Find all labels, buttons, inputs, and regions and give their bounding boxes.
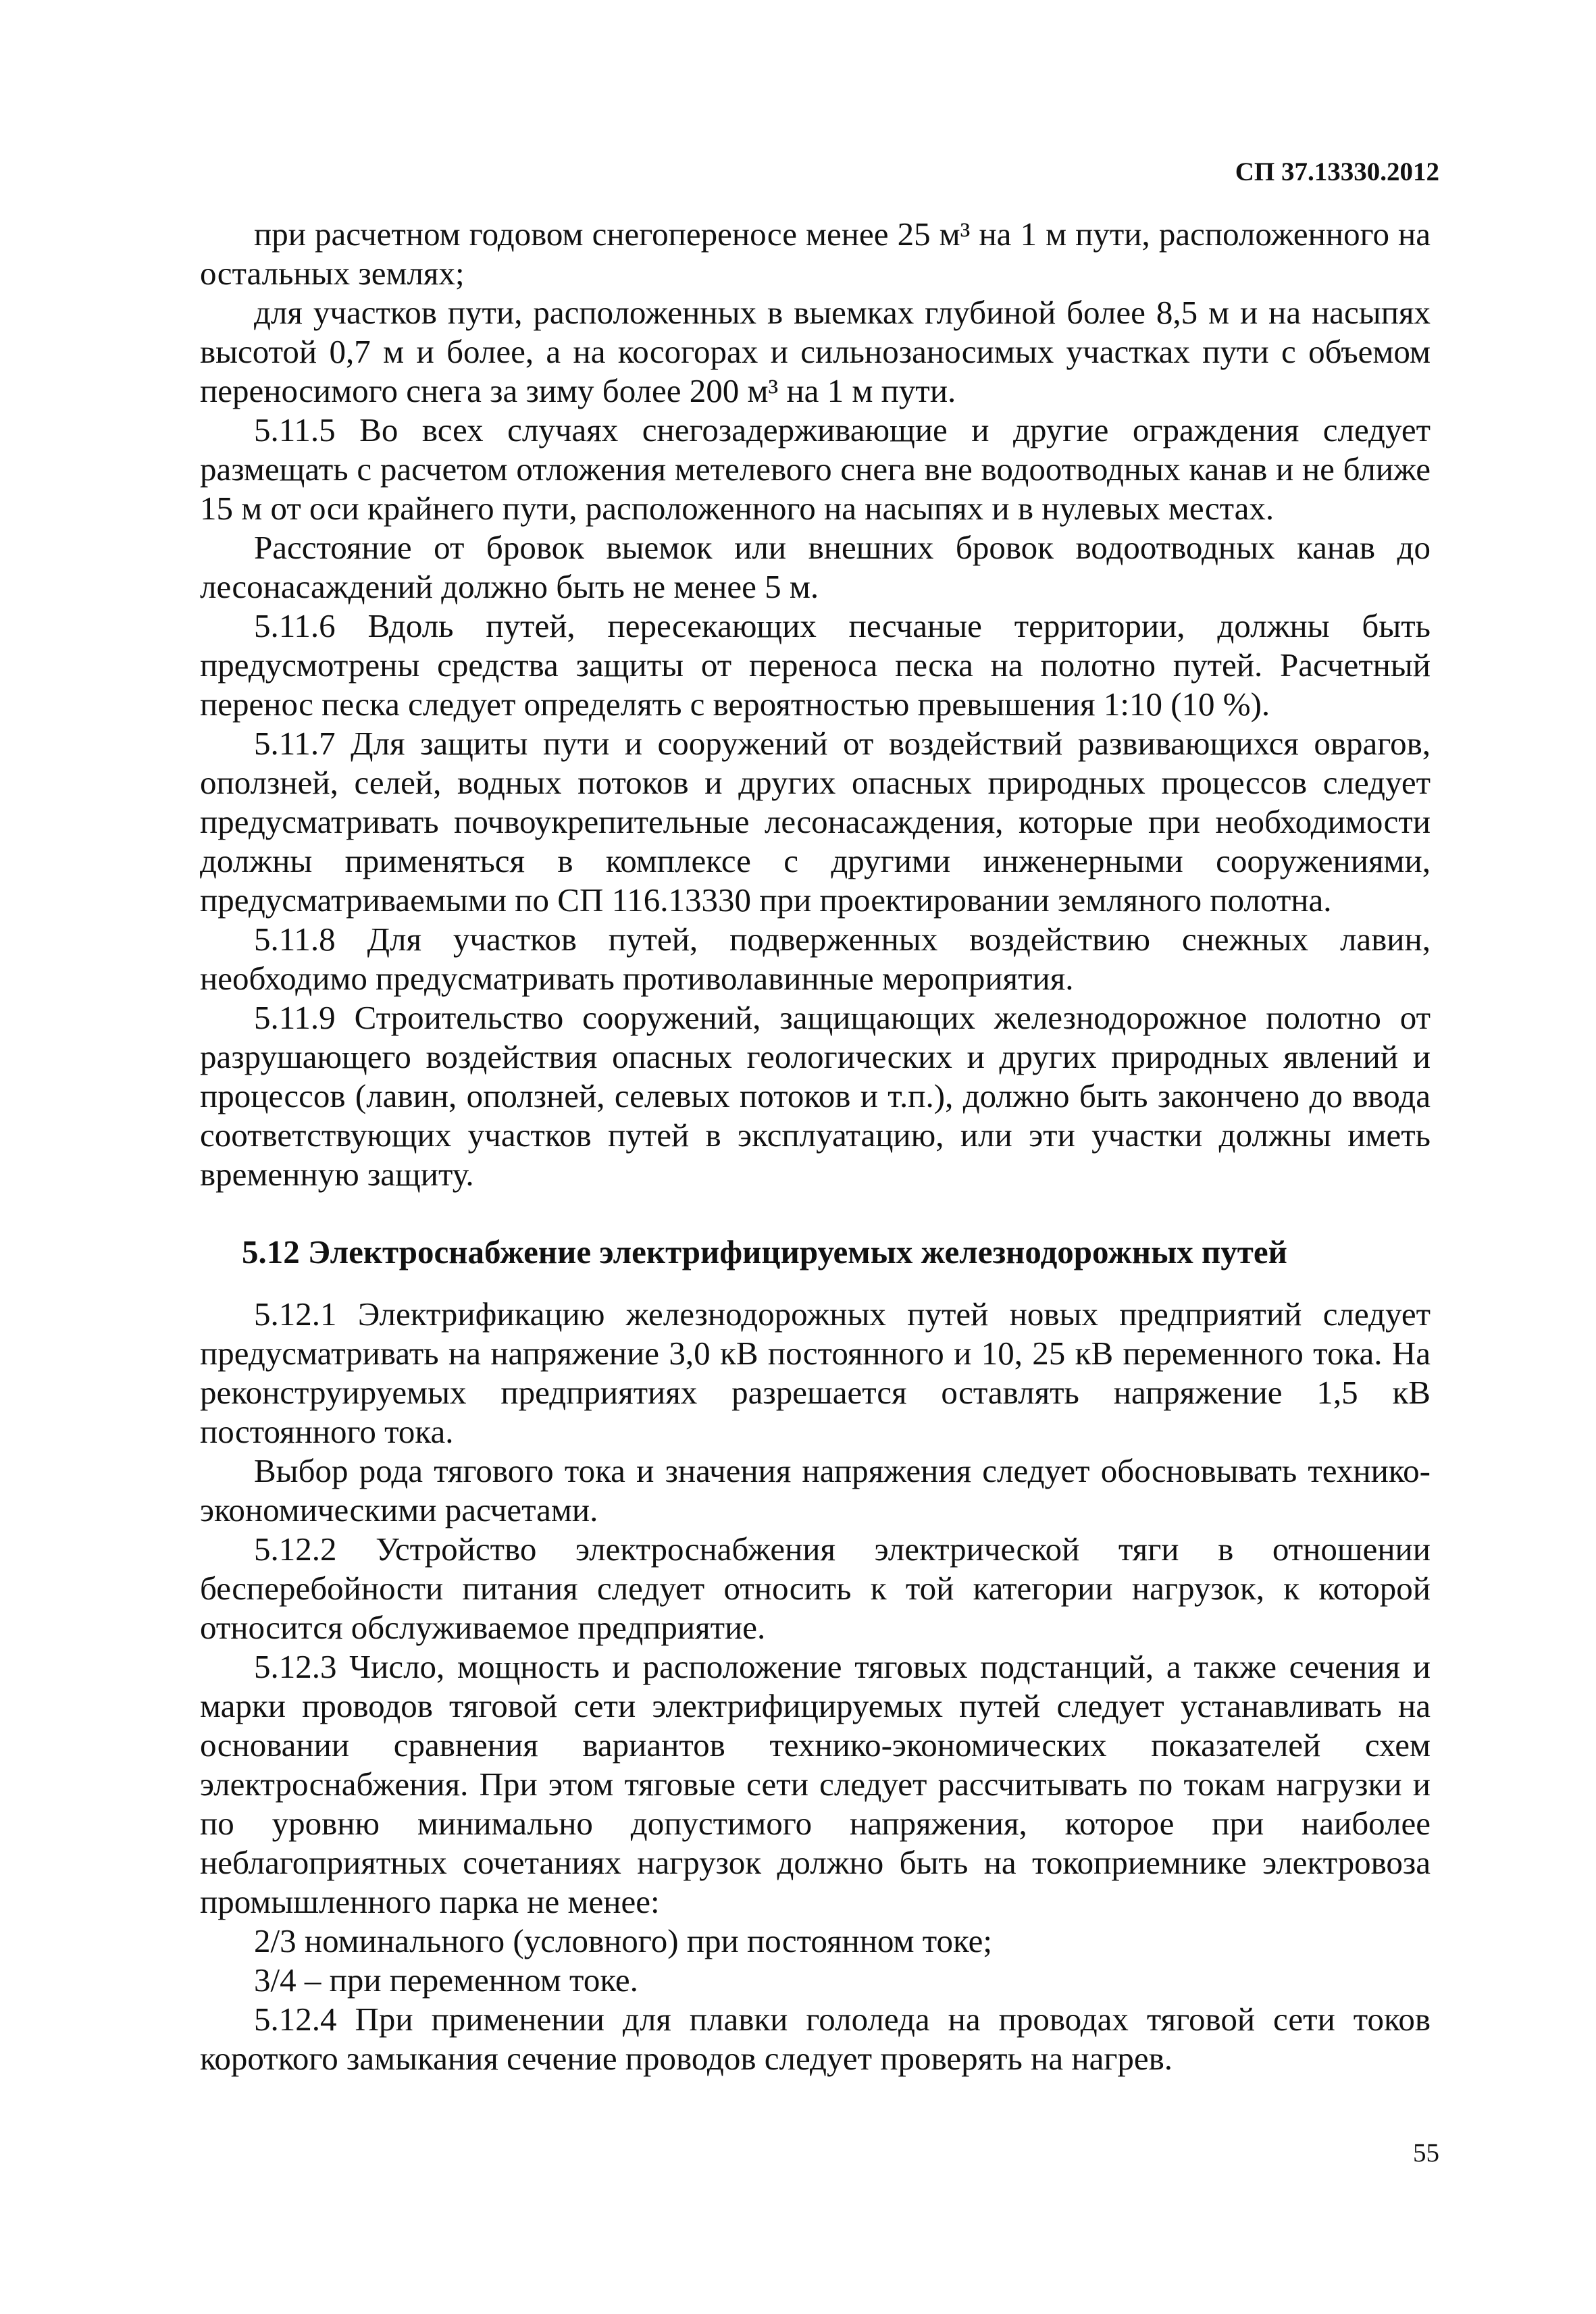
paragraph: при расчетном годовом снегопереносе менее 25 м³ на 1 м пути, расположенного на остальных землях;: [200, 215, 1431, 292]
paragraph: 5.12.2 Устройство электроснабжения электрической тяги в отношении бесперебойности питания следует относить к той категории нагрузок, к которой относится обслуживаемое предприятие.: [200, 1531, 1431, 1646]
page-number: 55: [1413, 2138, 1439, 2167]
body-text: [200, 215, 1431, 2078]
paragraph: 5.12.3 Число, мощность и расположение тяговых подстанций, а также сечения и марки проводов тяговой сети электрифицируемых путей следует устанавливать на основании сравнения вариантов технико-экономических показателей схем электроснабжения. При этом тяговые сети следует рассчитывать по токам нагрузки и по уровню минимально допустимого напряжения, которое при наиболее неблагоприятных сочетаниях нагрузок должно быть на токоприемнике электровоза промышленного парка не менее:: [200, 1648, 1431, 1920]
paragraph: 5.11.5 Во всех случаях снегозадерживающие и другие ограждения следует размещать с расчетом отложения метелевого снега вне водоотводных канав и не ближе 15 м от оси крайнего пути, расположенного на насыпях и в нулевых местах.: [200, 411, 1431, 527]
paragraph: 2/3 номинального (условного) при постоянном токе;: [254, 1922, 993, 1959]
paragraph: 5.12.1 Электрификацию железнодорожных путей новых предприятий следует предусматривать на напряжение 3,0 кВ постоянного и 10, 25 кВ переменного тока. На реконструируемых предприятиях разрешается оставлять напряжение 1,5 кВ постоянного тока.: [200, 1295, 1431, 1450]
paragraph: 5.12.4 При применении для плавки гололеда на проводах тяговой сети токов короткого замыкания сечение проводов следует проверять на нагрев.: [200, 2001, 1431, 2077]
document-code: СП 37.13330.2012: [1235, 157, 1439, 186]
paragraph: Расстояние от бровок выемок или внешних бровок водоотводных канав до лесонасаждений должно быть не менее 5 м.: [200, 529, 1431, 605]
paragraph: Выбор рода тягового тока и значения напряжения следует обосновывать технико-экономическими расчетами.: [200, 1452, 1431, 1528]
section-heading: 5.12 Электроснабжение электрифицируемых железнодорожных путей: [242, 1233, 1287, 1270]
paragraph: 5.11.6 Вдоль путей, пересекающих песчаные территории, должны быть предусмотрены средства защиты от переноса песка на полотно путей. Расчетный перенос песка следует определять с вероятностью превышения 1:10 (10 %).: [200, 607, 1431, 723]
paragraph: 3/4 – при переменном токе.: [254, 1961, 638, 1999]
paragraph: 5.11.9 Строительство сооружений, защищающих железнодорожное полотно от разрушающего воздействия опасных геологических и других природных явлений и процессов (лавин, оползней, селевых потоков и т.п.), должно быть закончено до ввода соответствующих участков путей в эксплуатацию, или эти участки должны иметь временную защиту.: [200, 999, 1431, 1193]
paragraph: 5.11.7 Для защиты пути и сооружений от воздействий развивающихся оврагов, оползней, селей, водных потоков и других опасных природных процессов следует предусматривать почвоукрепительные лесонасаждения, которые при необходимости должны применяться в комплексе с другими инженерными сооружениями, предусматриваемыми по СП 116.13330 при проектировании земляного полотна.: [200, 725, 1431, 919]
paragraph: для участков пути, расположенных в выемках глубиной более 8,5 м и на насыпях высотой 0,7 м и более, а на косогорах и сильнозаносимых участках пути с объемом переносимого снега за зиму более 200 м³ на 1 м пути.: [200, 294, 1431, 409]
paragraph: 5.11.8 Для участков путей, подверженных воздействию снежных лавин, необходимо предусматривать противолавинные мероприятия.: [200, 921, 1431, 997]
